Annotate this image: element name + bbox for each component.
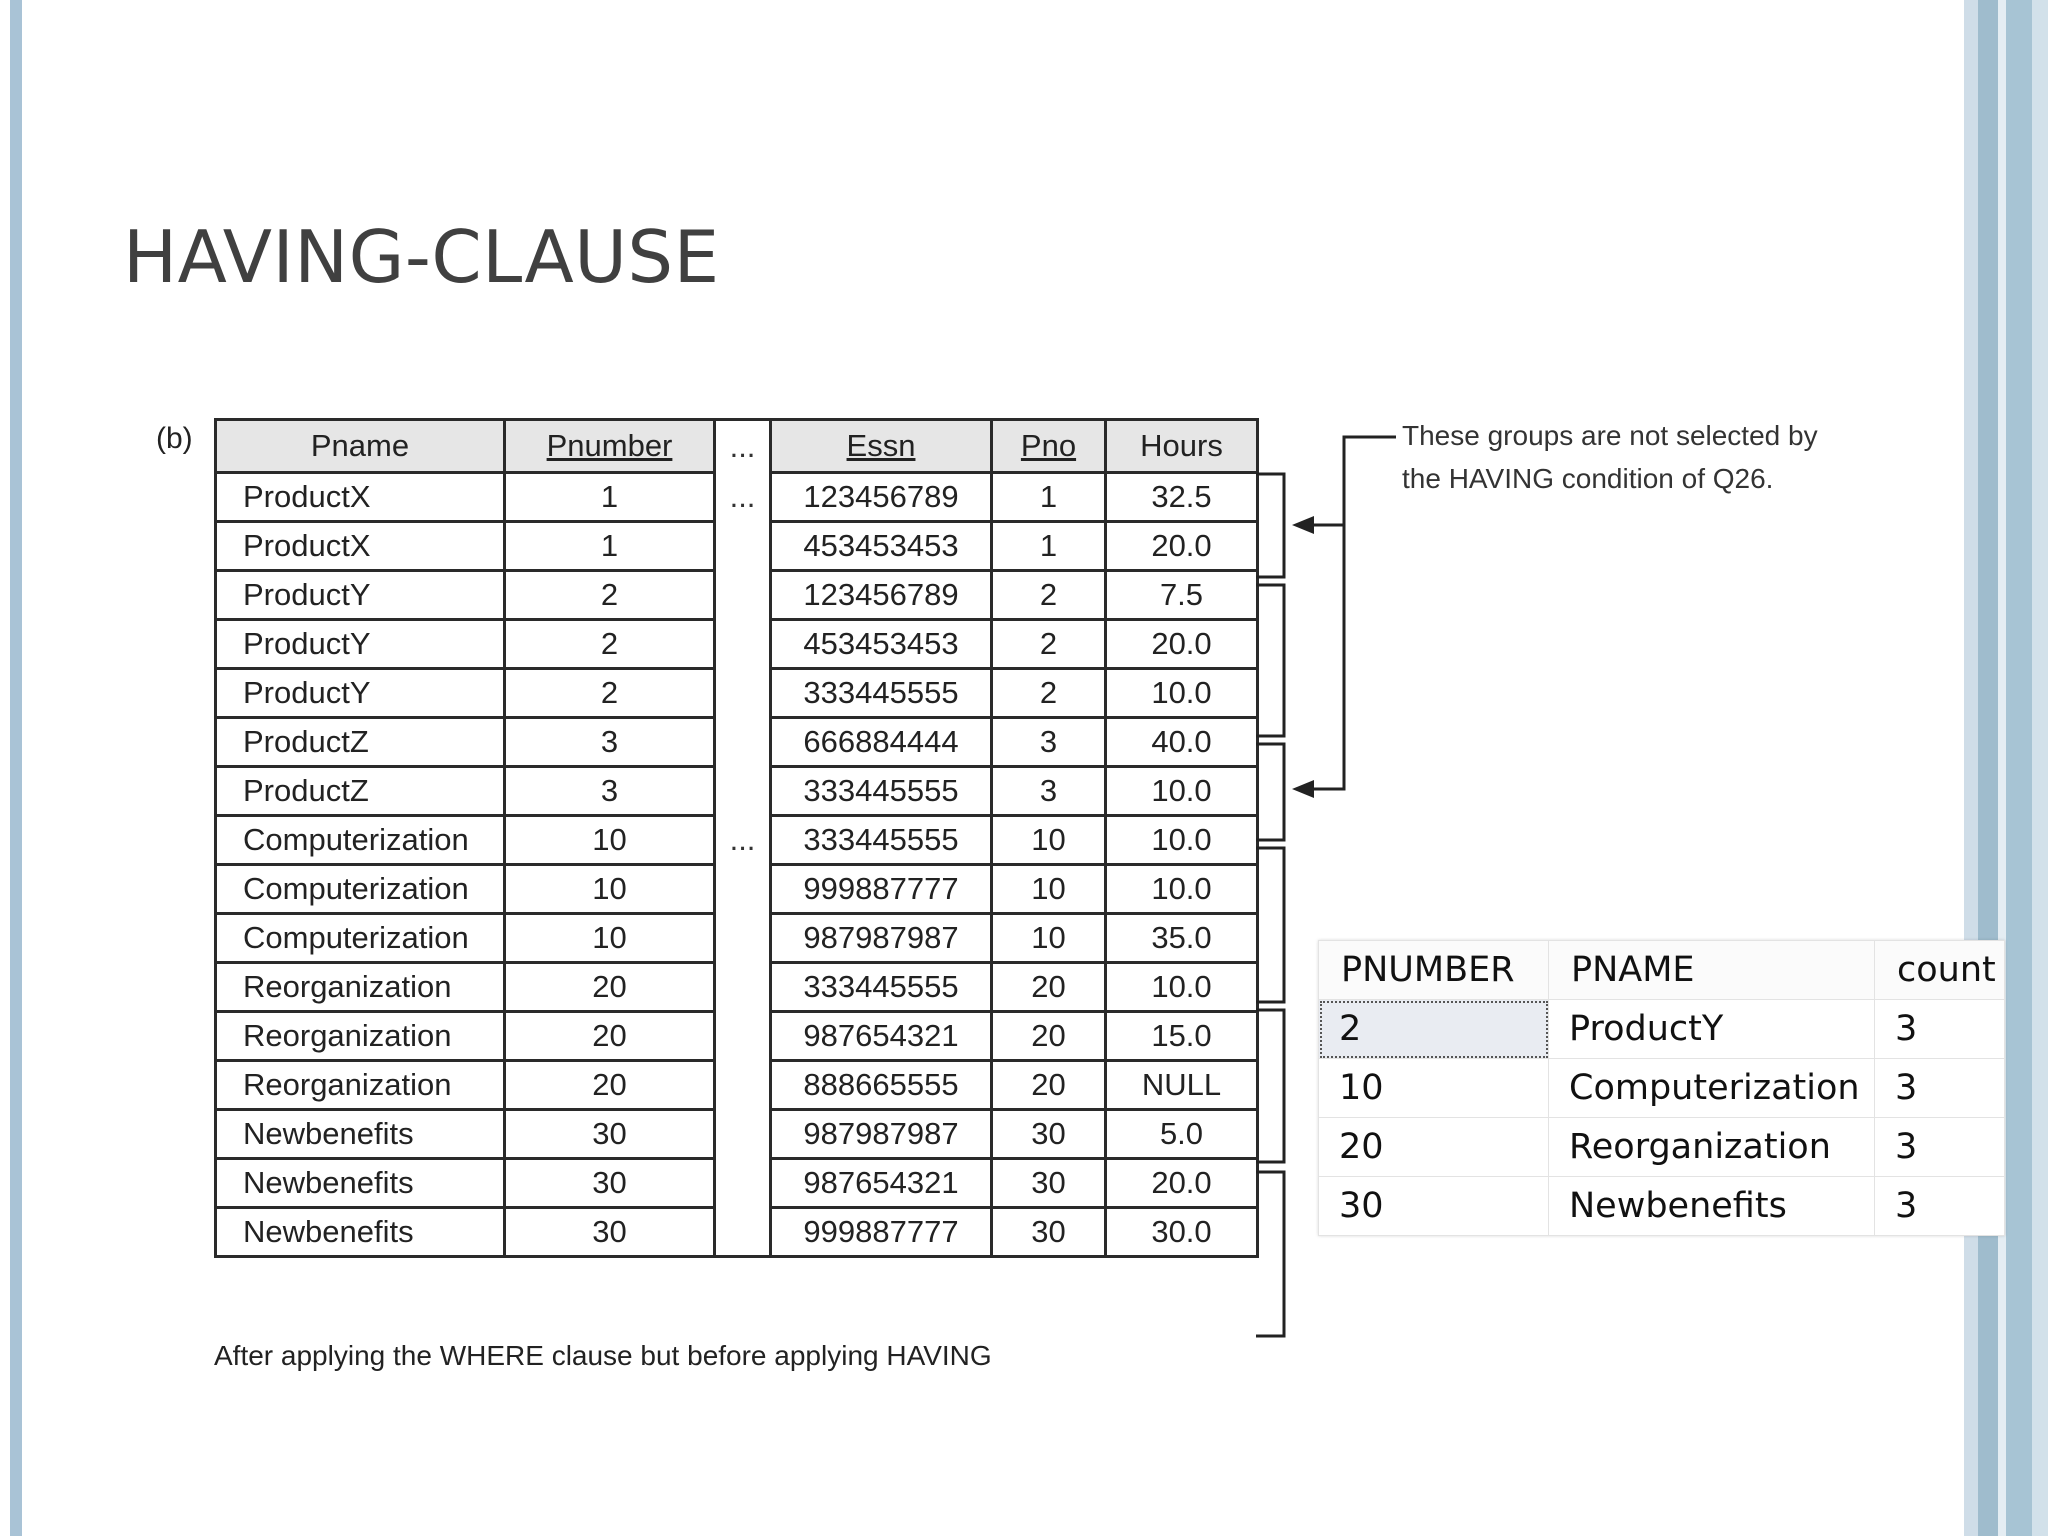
cell-pname: ProductX xyxy=(216,522,505,571)
bracket-group-4 xyxy=(1256,848,1284,1002)
bracket-group-6 xyxy=(1256,1172,1284,1336)
figure-caption: After applying the WHERE clause but before applying HAVING xyxy=(214,1340,992,1371)
cell-pname: Computerization xyxy=(216,914,505,963)
cell-pno: 30 xyxy=(992,1110,1106,1159)
cell-essn: 333445555 xyxy=(771,963,992,1012)
cell-pno: 30 xyxy=(992,1159,1106,1208)
cell-pname: ProductZ xyxy=(216,718,505,767)
cell-essn: 999887777 xyxy=(771,865,992,914)
cell-pnumber: 2 xyxy=(505,620,715,669)
result-row[interactable] xyxy=(1319,1118,2005,1177)
result-row[interactable] xyxy=(1319,1000,2005,1059)
cell-pname: ProductX xyxy=(216,473,505,522)
header-pno: Pno xyxy=(992,420,1106,473)
cell-essn: 987654321 xyxy=(771,1159,992,1208)
cell-pname: ProductY xyxy=(216,669,505,718)
result-header-pname[interactable]: PNAME xyxy=(1549,941,1875,1000)
cell-hours: 40.0 xyxy=(1106,718,1258,767)
cell-pno: 10 xyxy=(992,914,1106,963)
result-header-count[interactable]: count xyxy=(1875,941,2005,1000)
cell-pno: 2 xyxy=(992,571,1106,620)
result-grid[interactable] xyxy=(1318,940,2005,1236)
cell-hours: NULL xyxy=(1106,1061,1258,1110)
cell-hours: 5.0 xyxy=(1106,1110,1258,1159)
cell-pno: 30 xyxy=(992,1208,1106,1257)
cell-hours: 10.0 xyxy=(1106,963,1258,1012)
result-row[interactable] xyxy=(1319,1059,2005,1118)
result-cell-pnumber[interactable]: 10 xyxy=(1319,1059,1549,1118)
result-cell-pnumber[interactable]: 30 xyxy=(1319,1177,1549,1236)
result-cell-count[interactable]: 3 xyxy=(1875,1177,2005,1236)
cell-pno: 1 xyxy=(992,473,1106,522)
cell-essn: 333445555 xyxy=(771,816,992,865)
result-cell-pname[interactable]: ProductY xyxy=(1549,1000,1875,1059)
cell-essn: 453453453 xyxy=(771,522,992,571)
cell-pnumber: 30 xyxy=(505,1159,715,1208)
cell-essn: 123456789 xyxy=(771,473,992,522)
cell-pnumber: 30 xyxy=(505,1110,715,1159)
cell-pname: Computerization xyxy=(216,816,505,865)
cell-pnumber: 2 xyxy=(505,571,715,620)
cell-pname: Reorganization xyxy=(216,1061,505,1110)
cell-hours: 30.0 xyxy=(1106,1208,1258,1257)
cell-pname: Newbenefits xyxy=(216,1110,505,1159)
cell-pnumber: 20 xyxy=(505,963,715,1012)
cell-pnumber: 3 xyxy=(505,718,715,767)
cell-pnumber: 30 xyxy=(505,1208,715,1257)
cell-essn: 888665555 xyxy=(771,1061,992,1110)
cell-hours: 10.0 xyxy=(1106,767,1258,816)
header-hours: Hours xyxy=(1106,420,1258,473)
cell-pnumber: 20 xyxy=(505,1012,715,1061)
cell-pno: 20 xyxy=(992,963,1106,1012)
cell-ellipsis: ... xyxy=(715,816,771,865)
cell-hours: 7.5 xyxy=(1106,571,1258,620)
cell-pnumber: 10 xyxy=(505,865,715,914)
cell-essn: 123456789 xyxy=(771,571,992,620)
cell-essn: 987654321 xyxy=(771,1012,992,1061)
result-row[interactable] xyxy=(1319,1177,2005,1236)
cell-pname: Reorganization xyxy=(216,1012,505,1061)
note-connector xyxy=(1300,437,1396,789)
cell-pname: Reorganization xyxy=(216,963,505,1012)
cell-pno: 10 xyxy=(992,865,1106,914)
cell-pnumber: 1 xyxy=(505,473,715,522)
cell-pnumber: 20 xyxy=(505,1061,715,1110)
cell-hours: 20.0 xyxy=(1106,1159,1258,1208)
cell-pno: 3 xyxy=(992,767,1106,816)
cell-pnumber: 10 xyxy=(505,914,715,963)
cell-pnumber: 3 xyxy=(505,767,715,816)
bracket-group-2 xyxy=(1256,585,1284,736)
result-cell-pnumber[interactable]: 2 xyxy=(1319,1000,1549,1059)
cell-pno: 2 xyxy=(992,669,1106,718)
cell-pname: ProductZ xyxy=(216,767,505,816)
bracket-group-5 xyxy=(1256,1010,1284,1162)
cell-ellipsis: ... xyxy=(715,473,771,522)
result-header-pnumber[interactable]: PNUMBER xyxy=(1319,941,1549,1000)
cell-hours: 10.0 xyxy=(1106,669,1258,718)
cell-hours: 20.0 xyxy=(1106,620,1258,669)
cell-essn: 987987987 xyxy=(771,1110,992,1159)
cell-essn: 333445555 xyxy=(771,767,992,816)
header-ellipsis: ... xyxy=(715,420,771,473)
cell-essn: 666884444 xyxy=(771,718,992,767)
result-cell-count[interactable]: 3 xyxy=(1875,1059,2005,1118)
bracket-group-1 xyxy=(1256,474,1284,577)
cell-pname: Newbenefits xyxy=(216,1208,505,1257)
cell-pno: 1 xyxy=(992,522,1106,571)
header-pname: Pname xyxy=(216,420,505,473)
result-cell-pname[interactable]: Computerization xyxy=(1549,1059,1875,1118)
cell-hours: 35.0 xyxy=(1106,914,1258,963)
cell-hours: 15.0 xyxy=(1106,1012,1258,1061)
cell-pno: 20 xyxy=(992,1012,1106,1061)
result-cell-pnumber[interactable]: 20 xyxy=(1319,1118,1549,1177)
arrow-head-2 xyxy=(1292,780,1314,798)
slide-title: HAVING-CLAUSE xyxy=(123,215,720,299)
note-line-2: the HAVING condition of Q26. xyxy=(1402,463,1774,494)
cell-pnumber: 10 xyxy=(505,816,715,865)
cell-hours: 10.0 xyxy=(1106,865,1258,914)
cell-pname: Computerization xyxy=(216,865,505,914)
cell-hours: 20.0 xyxy=(1106,522,1258,571)
result-cell-count[interactable]: 3 xyxy=(1875,1000,2005,1059)
bracket-group-3 xyxy=(1256,744,1284,840)
cell-pname: ProductY xyxy=(216,571,505,620)
header-essn: Essn xyxy=(771,420,992,473)
note-line-1: These groups are not selected by xyxy=(1402,420,1818,451)
cell-pnumber: 2 xyxy=(505,669,715,718)
result-cell-pname[interactable]: Newbenefits xyxy=(1549,1177,1875,1236)
cell-pno: 20 xyxy=(992,1061,1106,1110)
cell-pno: 10 xyxy=(992,816,1106,865)
cell-essn: 999887777 xyxy=(771,1208,992,1257)
result-cell-pname[interactable]: Reorganization xyxy=(1549,1118,1875,1177)
cell-essn: 333445555 xyxy=(771,669,992,718)
cell-pname: ProductY xyxy=(216,620,505,669)
cell-pno: 2 xyxy=(992,620,1106,669)
result-header-row xyxy=(1319,941,2005,1000)
cell-hours: 10.0 xyxy=(1106,816,1258,865)
figure-label: (b) xyxy=(156,422,193,455)
cell-essn: 453453453 xyxy=(771,620,992,669)
header-pnumber: Pnumber xyxy=(505,420,715,473)
arrow-head-1 xyxy=(1292,516,1314,534)
cell-essn: 987987987 xyxy=(771,914,992,963)
cell-pno: 3 xyxy=(992,718,1106,767)
cell-pname: Newbenefits xyxy=(216,1159,505,1208)
result-cell-count[interactable]: 3 xyxy=(1875,1118,2005,1177)
cell-pnumber: 1 xyxy=(505,522,715,571)
cell-hours: 32.5 xyxy=(1106,473,1258,522)
